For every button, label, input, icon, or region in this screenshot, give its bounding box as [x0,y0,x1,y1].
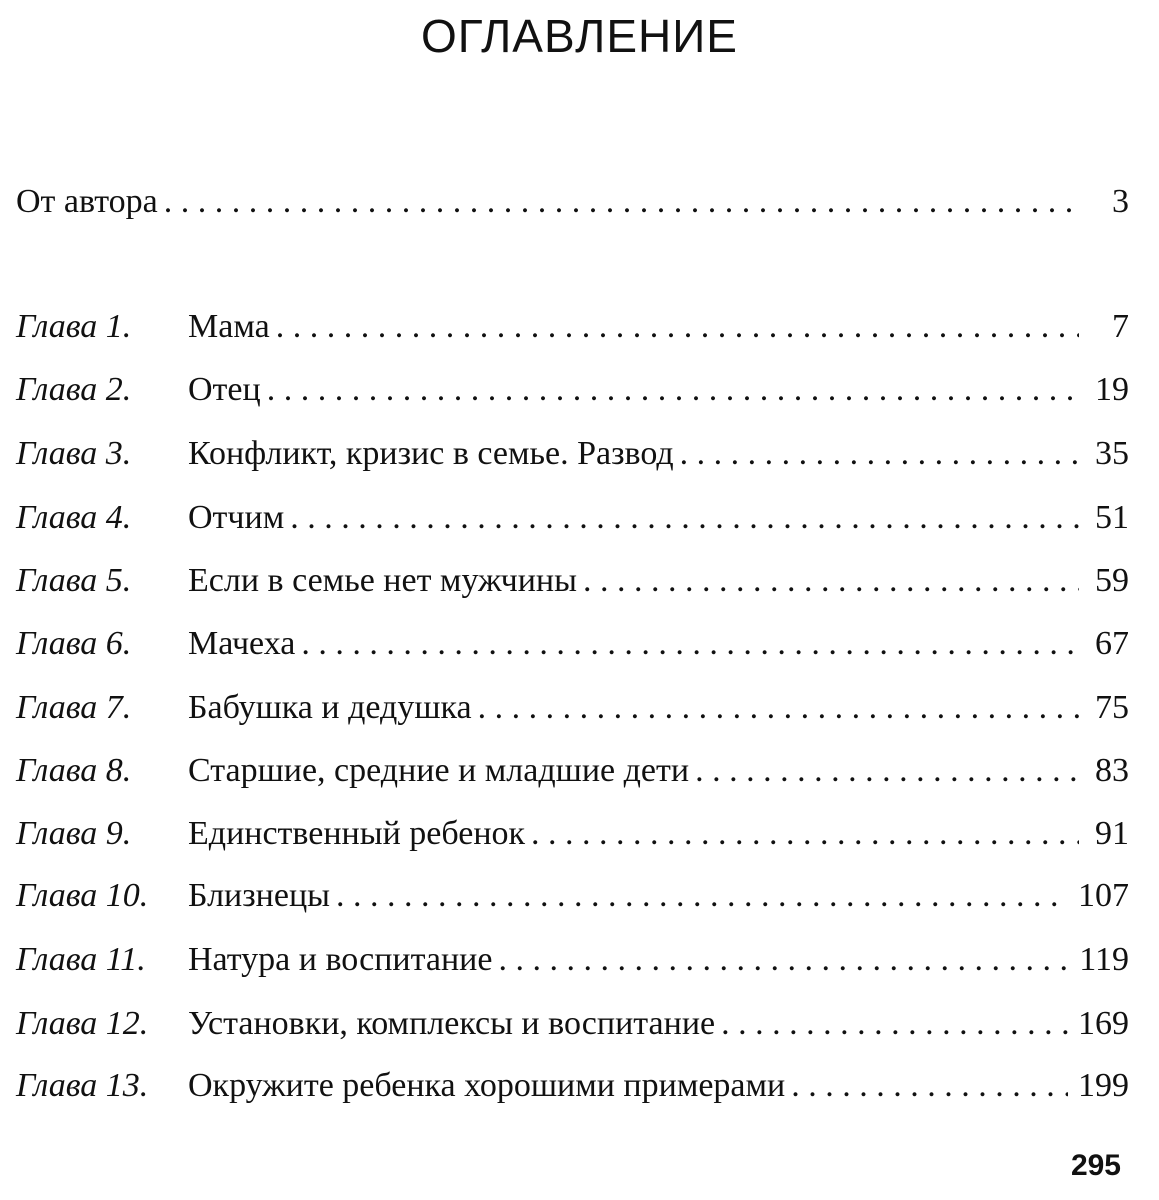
toc-chapter-entry[interactable] [16,559,1129,603]
toc-entry-page: 35 [1095,435,1129,472]
dot-leader [721,1002,1068,1046]
toc-chapter-entry[interactable] [16,686,1129,730]
toc-chapter-entry[interactable] [16,622,1129,666]
toc-entry-title: Установки, комплексы и воспитание [188,1005,716,1042]
toc-entry-page: 7 [1112,308,1129,345]
toc-chapter-entry[interactable] [16,1064,1129,1108]
toc-entry-title: Отец [188,371,261,408]
toc-chapter-label: Глава 7. [16,689,132,726]
toc-chapter-label: Глава 8. [16,752,132,789]
toc-chapter-entry[interactable] [16,749,1129,793]
toc-chapter-label: Глава 5. [16,562,132,599]
toc-entry-title: Конфликт, кризис в семье. Развод [188,435,674,472]
toc-chapter-label: Глава 6. [16,625,132,662]
toc-entry-page: 107 [1078,877,1129,914]
dot-leader [290,496,1079,540]
toc-chapter-entry[interactable] [16,812,1129,856]
dot-leader [498,938,1069,982]
toc-entry-title: Старшие, средние и младшие дети [188,752,690,789]
dot-leader [695,749,1079,793]
toc-entry-title: Близнецы [188,877,330,914]
dot-leader [583,559,1079,603]
toc-entry-page: 75 [1095,689,1129,726]
dot-leader [791,1064,1068,1108]
toc-entry-title: Мачеха [188,625,296,662]
dot-leader [267,368,1079,412]
toc-entry-page: 67 [1095,625,1129,662]
toc-chapter-label: Глава 10. [16,877,149,914]
toc-entry-page: 19 [1095,371,1129,408]
toc-chapter-label: Глава 3. [16,435,132,472]
dot-leader [276,305,1079,349]
toc-entry-page: 169 [1078,1005,1129,1042]
toc-entry-title: Бабушка и дедушка [188,689,472,726]
toc-entry-page: 59 [1095,562,1129,599]
toc-entry-title: Окружите ребенка хорошими примерами [188,1067,786,1104]
toc-chapter-entry[interactable] [16,432,1129,476]
toc-chapter-entry[interactable] [16,874,1129,918]
dot-leader [164,180,1079,224]
toc-entry-page: 91 [1095,815,1129,852]
toc-entry-page: 199 [1078,1067,1129,1104]
toc-chapter-label: Глава 11. [16,941,146,978]
toc-entry-title: Натура и воспитание [188,941,493,978]
toc-chapter-entry[interactable] [16,496,1129,540]
toc-entry-title: Если в семье нет мужчины [188,562,577,599]
toc-chapter-label: Глава 4. [16,499,132,536]
toc-entry-page: 51 [1095,499,1129,536]
toc-entry-title: От автора [16,183,158,220]
toc-entry-title: Отчим [188,499,285,536]
toc-chapter-label: Глава 2. [16,371,132,408]
dot-leader [478,686,1079,730]
toc-preface-entry[interactable] [16,180,1129,224]
dot-leader [531,812,1079,856]
toc-chapter-entry[interactable] [16,305,1129,349]
toc-entry-title: Единственный ребенок [188,815,526,852]
dot-leader [680,432,1079,476]
toc-chapter-label: Глава 12. [16,1005,149,1042]
toc-chapter-label: Глава 9. [16,815,132,852]
toc-chapter-entry[interactable] [16,938,1129,982]
toc-chapter-entry[interactable] [16,1002,1129,1046]
dot-leader [336,874,1068,918]
toc-entry-page: 3 [1112,183,1129,220]
toc-entry-page: 119 [1079,941,1129,978]
page-number: 295 [1070,1149,1121,1182]
toc-chapter-label: Глава 1. [16,308,132,345]
page-title: ОГЛАВЛЕНИЕ [421,10,738,62]
dot-leader [301,622,1079,666]
toc-chapter-label: Глава 13. [16,1067,149,1104]
toc-chapter-entry[interactable] [16,368,1129,412]
toc-entry-title: Мама [188,308,270,345]
toc-entry-page: 83 [1095,752,1129,789]
